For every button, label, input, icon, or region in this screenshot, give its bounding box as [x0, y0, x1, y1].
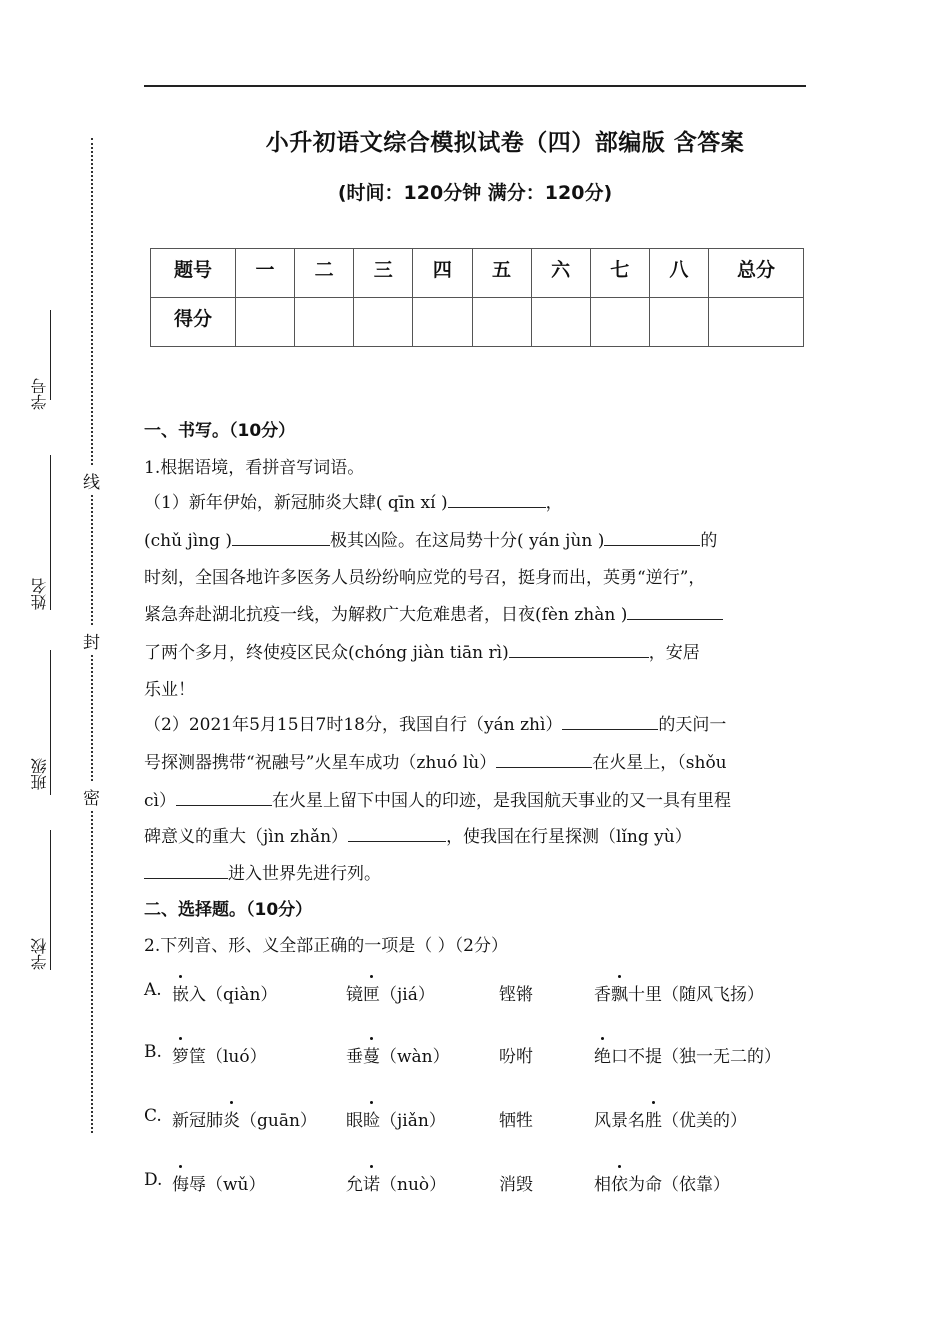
- passage-text: （1）新年伊始，新冠肺炎大肆( qīn xí ): [144, 493, 448, 513]
- passage-text: ，安居: [648, 643, 700, 663]
- score-table: [150, 248, 804, 347]
- score-cell: 题号: [151, 249, 236, 298]
- passage-text: cì）: [144, 791, 176, 811]
- score-cell: 四: [413, 249, 472, 298]
- answer-blank[interactable]: [627, 602, 723, 620]
- option-word-2: [346, 1170, 446, 1195]
- emphasis-dot-char: 依: [611, 1170, 628, 1195]
- passage-line: [144, 488, 563, 513]
- sidebar-label-student-id: 学号: [30, 378, 49, 410]
- passage-text: 在火星上，（shǒu: [592, 753, 727, 773]
- option-word-3: 铿锵: [499, 985, 533, 1005]
- passage-text: 在火星上留下中国人的印迹，是我国航天事业的又一具有里程: [271, 791, 731, 811]
- option-letter: A.: [144, 980, 162, 1000]
- emphasis-dot-char: 胜: [645, 1106, 662, 1131]
- emphasis-dot-char: 嵌: [172, 980, 189, 1005]
- word-text: （jiá）: [380, 985, 435, 1005]
- passage-text: ，: [545, 493, 563, 513]
- score-input-cell[interactable]: [472, 298, 531, 347]
- word-text: 镜: [346, 985, 363, 1005]
- emphasis-dot-char: 箩: [172, 1042, 189, 1067]
- score-cell: 六: [531, 249, 590, 298]
- passage-text: 紧急奔赴湖北抗疫一线，为解救广大危难患者，日夜(fèn zhàn ): [144, 605, 628, 625]
- seal-char-secret: 密: [83, 782, 100, 811]
- passage-text: 的: [700, 531, 718, 551]
- sidebar-label-class: 班级: [30, 758, 49, 790]
- score-cell: 三: [354, 249, 413, 298]
- option-word-2: [346, 1042, 450, 1067]
- score-input-cell[interactable]: [413, 298, 472, 347]
- option-word-1: [172, 1170, 266, 1195]
- sidebar-label-name: 姓名: [30, 578, 49, 610]
- word-text: 垂: [346, 1047, 363, 1067]
- word-text: 筐（luó）: [189, 1047, 267, 1067]
- passage-text: (chǔ jìng ): [144, 531, 233, 551]
- score-cell: 得分: [151, 298, 236, 347]
- score-cell: 一: [236, 249, 295, 298]
- answer-blank[interactable]: [562, 712, 658, 730]
- score-cell: 五: [472, 249, 531, 298]
- passage-line: [144, 638, 700, 663]
- option-word-2: [346, 1106, 446, 1131]
- passage-line: 乐业！: [144, 680, 195, 700]
- score-table-header-row: [151, 249, 804, 298]
- word-text: （wàn）: [380, 1047, 450, 1067]
- score-input-cell[interactable]: [295, 298, 354, 347]
- passage-text: （2）2021年5月15日7时18分，我国自行（yán zhì）: [144, 715, 563, 735]
- passage-text: ，使我国在行星探测（lǐng yù）: [446, 827, 692, 847]
- emphasis-dot-char: 炎: [223, 1106, 240, 1131]
- passage-text: 的天问一: [658, 715, 727, 735]
- option-letter: C.: [144, 1106, 162, 1126]
- exam-subtitle: (时间：120分钟 满分：120分): [337, 182, 613, 204]
- answer-blank[interactable]: [604, 528, 700, 546]
- word-text: （guān）: [240, 1111, 317, 1131]
- passage-line: [144, 600, 723, 625]
- word-text: 香: [594, 985, 611, 1005]
- section-heading: 二、选择题。（10分）: [144, 900, 313, 920]
- answer-blank[interactable]: [348, 824, 446, 842]
- score-cell: 总分: [709, 249, 804, 298]
- option-word-4: [594, 1106, 747, 1131]
- word-text: 辱（wǔ）: [189, 1175, 266, 1195]
- word-text: （优美的）: [662, 1111, 747, 1131]
- passage-line: [144, 786, 731, 811]
- option-letter: D.: [144, 1170, 163, 1190]
- word-text: （nuò）: [380, 1175, 447, 1195]
- passage-text: 号探测器携带“祝融号”火星车成功（zhuó lù）: [144, 753, 497, 773]
- passage-text: 极其凶险。在这局势十分( yán jùn ): [330, 531, 605, 551]
- passage-text: 了两个多月，终使疫区民众(chóng jiàn tiān rì): [144, 643, 509, 663]
- option-word-1: [172, 980, 277, 1005]
- seal-char-seal: 封: [83, 626, 100, 655]
- word-text: 为命（依靠）: [628, 1175, 730, 1195]
- passage-text: 进入世界先进行列。: [228, 864, 381, 884]
- score-input-cell[interactable]: [709, 298, 804, 347]
- passage-line: [144, 748, 727, 773]
- seal-char-line: 线: [83, 466, 100, 495]
- score-input-cell[interactable]: [354, 298, 413, 347]
- exam-title: 小升初语文综合模拟试卷（四）部编版 含答案: [265, 130, 745, 156]
- score-input-cell[interactable]: [531, 298, 590, 347]
- score-input-cell[interactable]: [649, 298, 708, 347]
- answer-blank[interactable]: [509, 640, 649, 658]
- answer-blank[interactable]: [448, 490, 546, 508]
- option-word-4: [594, 1042, 781, 1067]
- passage-line: [144, 859, 381, 884]
- word-text: 新冠肺: [172, 1111, 223, 1131]
- sidebar-label-school: 学校: [30, 938, 49, 970]
- word-text: 十里（随风飞扬）: [628, 985, 764, 1005]
- answer-blank[interactable]: [176, 788, 272, 806]
- passage-line: [144, 822, 692, 847]
- emphasis-dot-char: 侮: [172, 1170, 189, 1195]
- option-word-3: 吩咐: [499, 1047, 533, 1067]
- option-word-3: 消毁: [499, 1175, 533, 1195]
- header-rule: [144, 85, 806, 87]
- question-text: 1.根据语境，看拼音写词语。: [144, 458, 365, 478]
- emphasis-dot-char: 绝: [594, 1042, 611, 1067]
- question-text: 2.下列音、形、义全部正确的一项是（ ）（2分）: [144, 936, 508, 956]
- score-cell: 七: [590, 249, 649, 298]
- emphasis-dot-char: 飘: [611, 980, 628, 1005]
- option-word-4: [594, 1170, 730, 1195]
- word-text: 允: [346, 1175, 363, 1195]
- passage-text: 碑意义的重大（jìn zhǎn）: [144, 827, 349, 847]
- emphasis-dot-char: 睑: [363, 1106, 380, 1131]
- word-text: 相: [594, 1175, 611, 1195]
- option-word-1: [172, 1042, 267, 1067]
- section-heading: 一、书写。（10分）: [144, 421, 296, 441]
- word-text: 口不提（独一无二的）: [611, 1047, 781, 1067]
- option-word-2: [346, 980, 435, 1005]
- score-input-cell[interactable]: [236, 298, 295, 347]
- score-cell: 八: [649, 249, 708, 298]
- word-text: 入（qiàn）: [189, 985, 278, 1005]
- option-word-1: [172, 1106, 317, 1131]
- emphasis-dot-char: 匣: [363, 980, 380, 1005]
- option-letter: B.: [144, 1042, 162, 1062]
- passage-line: [144, 710, 726, 735]
- score-cell: 二: [295, 249, 354, 298]
- passage-line: 时刻，全国各地许多医务人员纷纷响应党的号召，挺身而出，英勇“逆行”，: [144, 568, 706, 588]
- score-input-cell[interactable]: [590, 298, 649, 347]
- option-word-4: [594, 980, 764, 1005]
- word-text: 眼: [346, 1111, 363, 1131]
- word-text: （jiǎn）: [380, 1111, 446, 1131]
- answer-blank[interactable]: [144, 861, 228, 879]
- answer-blank[interactable]: [496, 750, 592, 768]
- emphasis-dot-char: 诺: [363, 1170, 380, 1195]
- passage-line: [144, 526, 717, 551]
- option-word-3: 牺牲: [499, 1111, 533, 1131]
- word-text: 风景名: [594, 1111, 645, 1131]
- score-table-score-row: [151, 298, 804, 347]
- answer-blank[interactable]: [232, 528, 330, 546]
- emphasis-dot-char: 蔓: [363, 1042, 380, 1067]
